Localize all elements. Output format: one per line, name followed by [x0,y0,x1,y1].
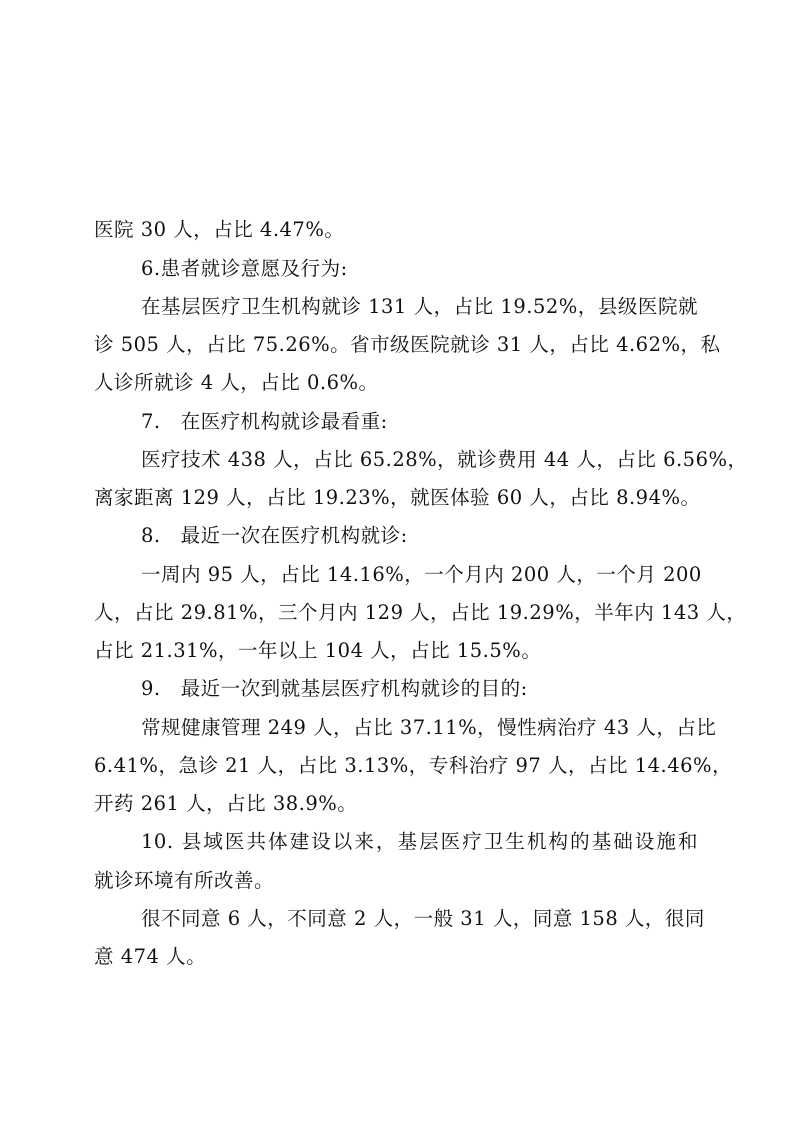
section-heading: 10. 县域医共体建设以来，基层医疗卫生机构的基础设施和 [141,830,698,853]
text-line: 在基层医疗卫生机构就诊 131 人，占比 19.52%，县级医院就 [141,295,698,318]
text-line: 很不同意 6 人，不同意 2 人，一般 31 人，同意 158 人，很同 [141,907,705,930]
section-heading: 8. 最近一次在医疗机构就诊: [141,524,408,547]
section-heading: 7. 在医疗机构就诊最看重: [141,410,388,433]
text-line: 就诊环境有所改善。 [94,869,275,892]
text-line: 占比 21.31%，一年以上 104 人，占比 15.5%。 [94,639,542,662]
text-line: 医疗技术 438 人，占比 65.28%，就诊费用 44 人，占比 6.56%， [141,448,748,471]
text-line: 意 474 人。 [94,945,207,968]
text-line: 一周内 95 人，占比 14.16%，一个月内 200 人，一个月 200 [141,563,702,586]
section-heading: 9. 最近一次到就基层医疗机构就诊的目的: [141,677,528,700]
text-line: 开药 261 人，占比 38.9%。 [94,792,358,815]
text-line: 6.41%，急诊 21 人，占比 3.13%，专科治疗 97 人，占比 14.46%， [94,754,733,777]
text-line: 人，占比 29.81%，三个月内 129 人，占比 19.29%，半年内 143 人， [94,601,747,624]
text-line: 诊 505 人，占比 75.26%。省市级医院就诊 31 人，占比 4.62%，私 [94,333,721,356]
section-heading: 6.患者就诊意愿及行为: [141,257,348,280]
text-line: 人诊所就诊 4 人，占比 0.6%。 [94,371,379,394]
text-line: 离家距离 129 人，占比 19.23%，就医体验 60 人，占比 8.94%。 [94,486,701,509]
text-line: 医院 30 人，占比 4.47%。 [94,218,345,241]
text-line: 常规健康管理 249 人，占比 37.11%，慢性病治疗 43 人，占比 [141,716,717,739]
